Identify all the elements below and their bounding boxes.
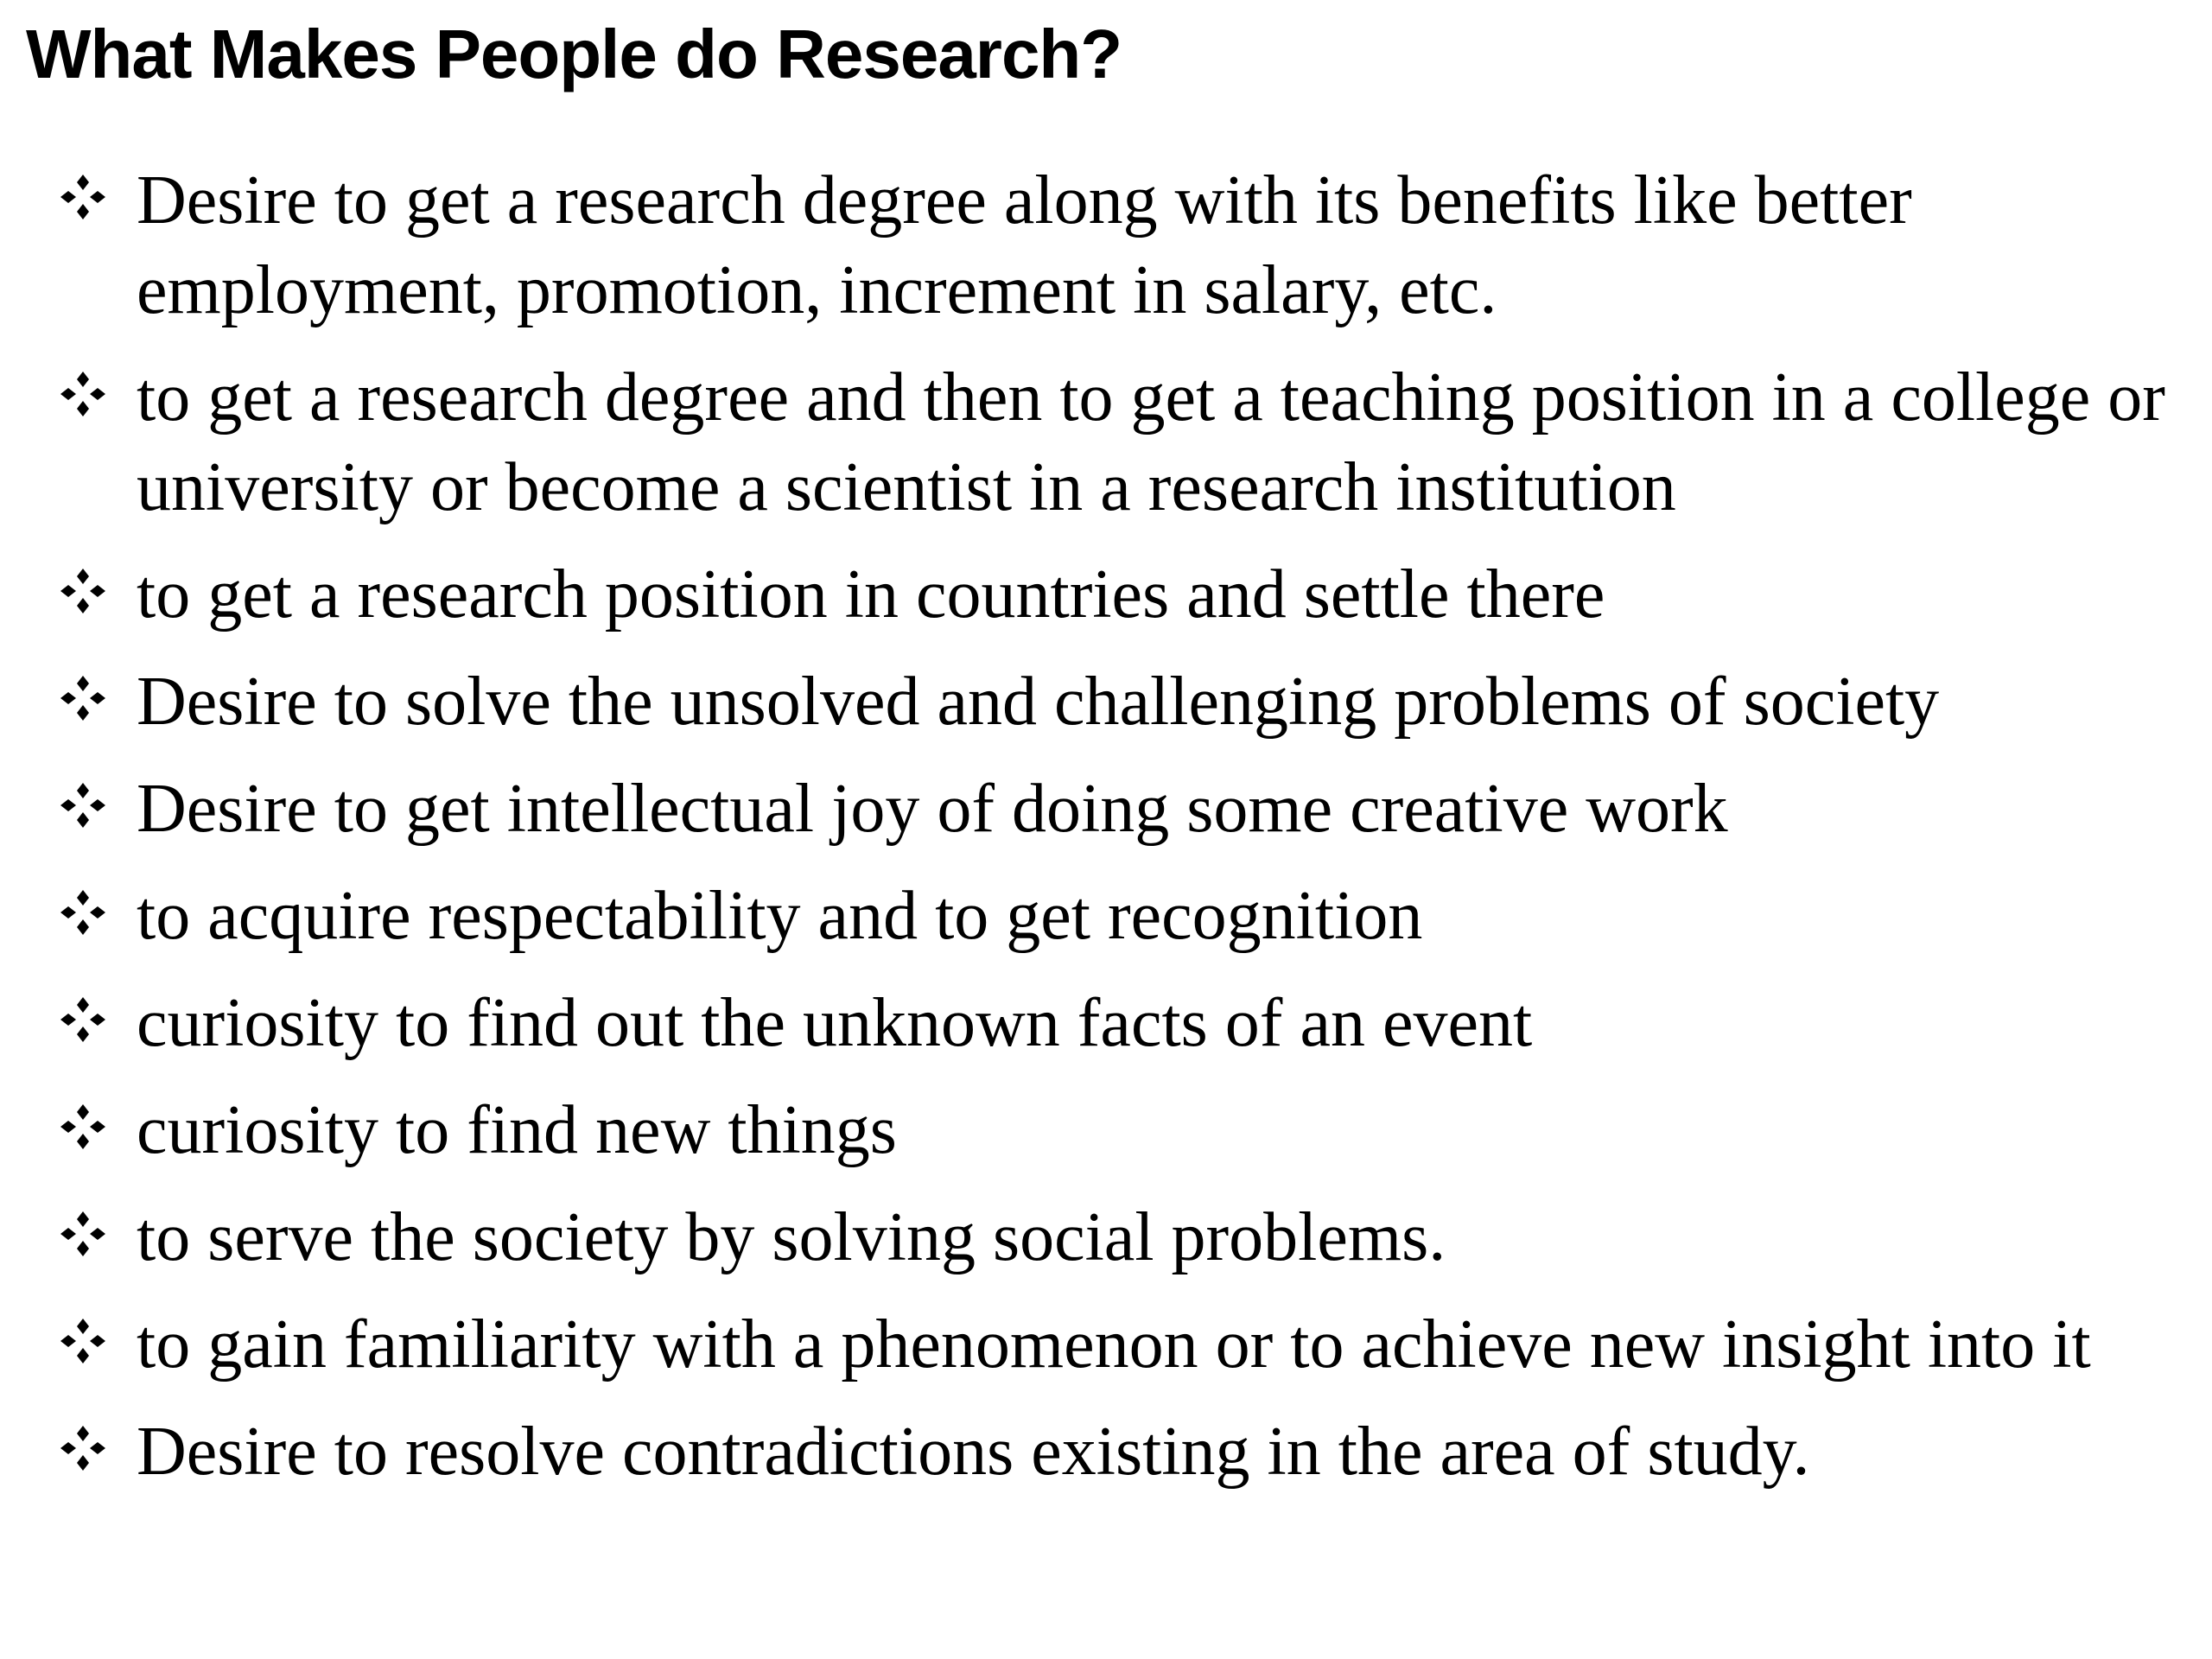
list-item: [59, 1300, 2167, 1389]
four-diamond-bullet-icon: [59, 1192, 111, 1282]
list-item-text: Desire to solve the unsolved and challenging problems of society: [137, 664, 1940, 740]
list-item: [59, 1192, 2167, 1282]
list-item-text: curiosity to find out the unknown facts of an event: [137, 985, 1533, 1061]
list-item-text: to serve the society by solving social problems.: [137, 1199, 1446, 1275]
list-item: [59, 1085, 2167, 1175]
list-item: [59, 1407, 2167, 1497]
four-diamond-bullet-icon: [59, 156, 111, 245]
four-diamond-bullet-icon: [59, 1407, 111, 1497]
list-item-text: curiosity to find new things: [137, 1092, 897, 1168]
list-item: [59, 550, 2167, 639]
four-diamond-bullet-icon: [59, 764, 111, 854]
list-item: [59, 764, 2167, 854]
four-diamond-bullet-icon: [59, 1300, 111, 1389]
four-diamond-bullet-icon: [59, 871, 111, 961]
slide-title: What Makes People do Research?: [26, 16, 1122, 92]
list-item-text: Desire to get intellectual joy of doing some creative work: [137, 771, 1728, 847]
list-item-text: to get a research degree and then to get a teaching position in a college or university or become a scientist in a research institution: [137, 359, 2165, 525]
list-item-text: Desire to get a research degree along with its benefits like better employment, promotion, increment in salary, etc.: [137, 162, 1912, 328]
bullet-list: [59, 156, 2167, 1514]
four-diamond-bullet-icon: [59, 657, 111, 747]
list-item-text: Desire to resolve contradictions existing in the area of study.: [137, 1414, 1810, 1490]
list-item: [59, 657, 2167, 747]
list-item: [59, 871, 2167, 961]
four-diamond-bullet-icon: [59, 978, 111, 1068]
list-item-text: to get a research position in countries and settle there: [137, 556, 1605, 632]
list-item: [59, 156, 2167, 335]
four-diamond-bullet-icon: [59, 1085, 111, 1175]
list-item: [59, 978, 2167, 1068]
list-item-text: to acquire respectability and to get recognition: [137, 878, 1423, 954]
four-diamond-bullet-icon: [59, 353, 111, 442]
four-diamond-bullet-icon: [59, 550, 111, 639]
list-item-text: to gain familiarity with a phenomenon or to achieve new insight into it: [137, 1306, 2091, 1382]
list-item: [59, 353, 2167, 532]
